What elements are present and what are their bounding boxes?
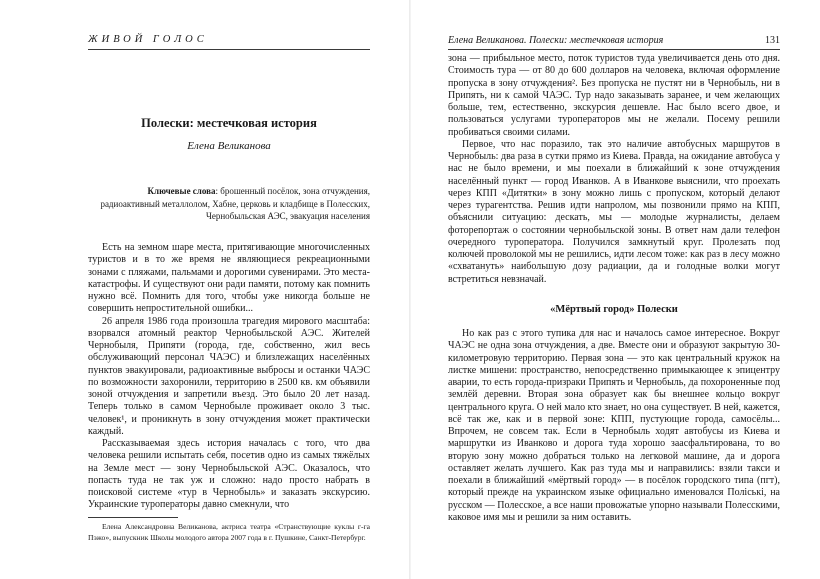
page-number: 131 xyxy=(765,35,780,46)
paragraph: зона — прибыльное место, поток туристов туда увеличивается день ото дня. Стоимость тура — от 80 до 600 долларов на человека, включая оформление пропуска в зону отчуждения². Без пропуска не пустят ни в Чернобыль, ни в Припять, ни к самой ЧАЭС. Тур надо заказывать заранее, и чем желающих больше, тем, естественно, экскурсия дешевле. Нас было всего двое, и пользоваться услугами туроператоров мы не желали. Посему решили пробиваться своими силами. xyxy=(448,53,780,138)
right-body-text-2 xyxy=(448,328,780,524)
keywords xyxy=(88,185,370,223)
running-head-right xyxy=(448,35,780,46)
keywords-text: : брошенный посёлок, зона отчуждения, радиоактивный металлолом, Хабне, церковь и кладбище в Полесских, Чернобыльская АЭС, эвакуация населения xyxy=(100,186,370,222)
header-rule-right xyxy=(448,49,780,50)
right-page xyxy=(410,0,820,579)
paragraph: Есть на земном шаре места, притягивающие многочисленных туристов и в то же время не являющиеся рекреационными зонами с пляжами, пальмами и дорогими сувенирами. Это места-катастрофы. И существуют они ради памяти, потому как помнить нужно всё. Помнить для того, чтобы уже никогда больше не совершить непростительной ошибки... xyxy=(88,242,370,315)
paragraph: Первое, что нас поразило, так это наличие автобусных маршрутов в Чернобыль: два раза в сутки прямо из Киева. Правда, на ожидание автобуса у нас не было времени, и мы поехали в ближайший к зоне отчуждения населённый пункт — город Иванков. А в Иванкове выяснили, что проехать через КПП «Дитятки» в зону можно лишь с пропуском, который делают через турагентства. Решив идти напролом, мы позвонили прямо на КПП, объяснили ситуацию: дескать, мы — молодые журналисты, делаем фоторепортаж о состоянии чернобыльской зоны. В ответ нам дали телефон очередного туроператора. Получился замкнутый круг. Пролезать под колючей проволокой мы не решились, идти лесом тоже: как раз в лесу можно «схватануть» наибольшую дозу радиации, да и голодные волки могут встретиться невзначай. xyxy=(448,138,780,285)
right-body-text-1 xyxy=(448,53,780,286)
left-body-text xyxy=(88,242,370,512)
paragraph: Но как раз с этого тупика для нас и началось самое интересное. Вокруг ЧАЭС не одна зона отчуждения, а две. Вместе они и образуют закрытую 30-километровую территорию. Первая зона — это как центральный кружок на листке мишени: пространство, непосредственно примыкающее к эпицентру аварии, то есть города-призраки Припять и Чернобыль, да похороненные под землёй деревни. Вторая зона образует как бы внешнее кольцо вокруг центрального круга. О ней мало кто знает, но она существует. В ней, кажется, всё так же, как и в первой зоне: КПП, пустующие города, самосёлы... Впрочем, не совсем так. Если в Чернобыль ходят автобусы из Киева и маршрутки из Иванково и дорога туда хорошо заасфальтирована, то во вторую зону можно добраться только на легковой машине, да и дорога оставляет желать лучшего. Как раз туда мы и направились: взяли такси и поехали в ближайший «мёртвый город» — в посёлок городского типа (пгт), который прежде на украинском языке официально именовался Полiськi, на русском — Полесское, а все наши провожатые упорно называли Полесскими, каковое имя мы и решили за ним оставить. xyxy=(448,328,780,523)
footnote-rule xyxy=(88,517,178,518)
paragraph: Рассказываемая здесь история началась с того, что два человека решили испытать себя, посетив одно из самых тяжёлых на Земле мест — зону Чернобыльской АЭС. Оказалось, что попасть туда не так уж и сложно: надо просто набрать в поисковой системе «тур в Чернобыль» и заказать экскурсию. Украинские туроператоры давно смекнули, что xyxy=(88,438,370,511)
author-name: Елена Великанова xyxy=(187,140,271,152)
article-title: Полески: местечковая история xyxy=(141,116,317,130)
running-head-left: ЖИВОЙ ГОЛОС xyxy=(88,34,208,45)
paragraph: 26 апреля 1986 года произошла трагедия мирового масштаба: взорвался атомный реактор Чернобыльской АЭС. Жителей Чернобыля, Припяти (города, где, собственно, жил весь обслуживающий персонал ЧАЭС) и близлежащих населённых пунктов эвакуировали, радиоактивные выбросы и останки ЧАЭС по возможности захоронили, территорию в 2500 кв. км объявили зоной отчуждения и запретили въезд. Это было 20 лет назад. Теперь только в самом Чернобыле проживает около 3 тыс. человек¹, и проникнуть в зону отчуждения может практически каждый. xyxy=(88,315,370,437)
keywords-label: Ключевые слова xyxy=(147,186,216,196)
section-heading: «Мёртвый город» Полески xyxy=(550,304,678,315)
running-head-title: Елена Великанова. Полески: местечковая история xyxy=(448,35,664,46)
author-footnote: Елена Александровна Великанова, актриса театра «Странствующие куклы г-га Пэжо», выпускник Школы молодого автора 2007 года в г. Пушкине, Санкт-Петербург. xyxy=(88,522,370,542)
header-rule-left xyxy=(88,49,370,50)
